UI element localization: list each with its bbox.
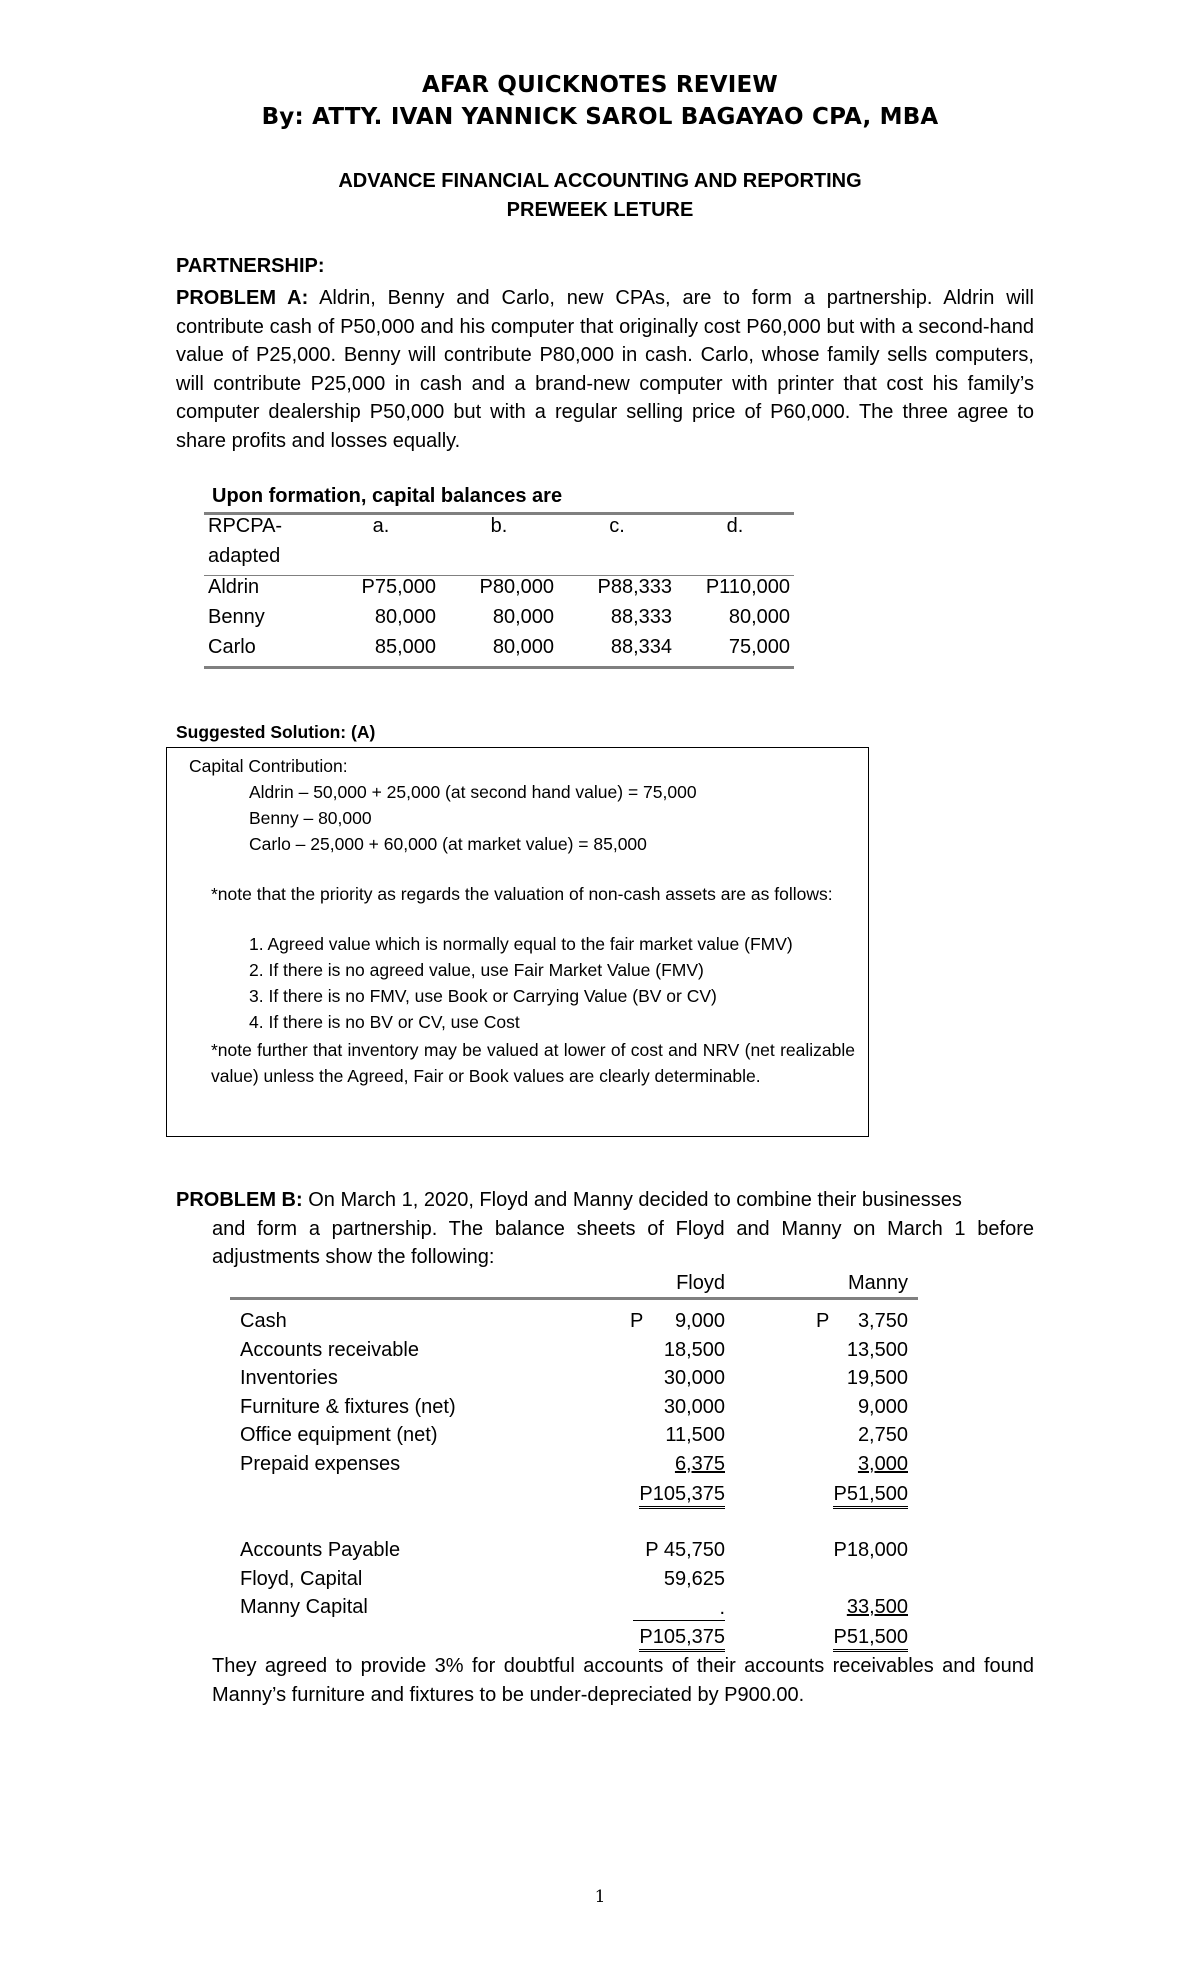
inventory-note: *note further that inventory may be valued at lower of cost and NRV (net realizable value) unless the Agreed, Fair or Book values are clearly determinable.	[211, 1040, 855, 1086]
capital-contribution-heading: Capital Contribution:	[189, 756, 348, 776]
manny-value: 13,500	[846, 1338, 908, 1361]
table-cell: 80,000	[440, 636, 558, 668]
table-row	[230, 1424, 918, 1452]
row-label: Accounts Payable	[240, 1539, 401, 1561]
table-cell: 85,000	[322, 636, 440, 668]
lecture-title: PREWEEK LETURE	[506, 199, 694, 221]
floyd-value: 30,000	[663, 1395, 725, 1418]
manny-value: 3,000	[857, 1453, 908, 1475]
manny-value: 2,750	[857, 1424, 908, 1447]
floyd-value: 11,500	[665, 1424, 725, 1447]
floyd-value: .	[633, 1596, 725, 1621]
asset-total-row	[230, 1482, 918, 1510]
table-row	[230, 1396, 918, 1424]
table-cell: 80,000	[492, 606, 554, 628]
floyd-total: P105,375	[639, 1625, 725, 1652]
header-label: RPCPA-	[204, 514, 322, 546]
column-header: a.	[322, 514, 440, 546]
row-label: Office equipment (net)	[240, 1424, 438, 1447]
capital-table-caption: Upon formation, capital balances are	[212, 485, 563, 507]
column-header-floyd: Floyd	[676, 1272, 725, 1294]
partner-name: Benny	[208, 606, 265, 628]
priority-item: 4. If there is no BV or CV, use Cost	[249, 1012, 520, 1032]
table-row	[230, 1310, 918, 1338]
problem-a-text: Aldrin, Benny and Carlo, new CPAs, are to form a partnership. Aldrin will contribute cash of P50,000 and his computer that originally cost P60,000 but with a second-hand value of P25,000. Benny will contribute P80,000 in cash. Carlo, whose family sells computers, will contribute P25,000 in cash and a brand-new computer with printer that cost his family’s computer dealership P50,000 but with a regular selling price of P60,000. The three agree to share profits and losses equally.	[176, 287, 1034, 452]
closing-paragraph: They agreed to provide 3% for doubtful accounts of their accounts receivables and found Manny’s furniture and fixtures to be under-depreciated by P900.00.	[212, 1655, 1034, 1706]
solution-line: Carlo – 25,000 + 60,000 (at market value) = 85,000	[249, 834, 647, 854]
problem-b-paragraph	[176, 1186, 1034, 1272]
manny-value: 3,750	[857, 1310, 908, 1332]
table-row	[230, 1568, 918, 1596]
row-label: Cash	[240, 1310, 287, 1332]
manny-value: 9,000	[857, 1395, 908, 1418]
solution-line: Benny – 80,000	[249, 808, 372, 828]
course-title: ADVANCE FINANCIAL ACCOUNTING AND REPORTING	[338, 170, 862, 192]
row-label: Accounts receivable	[240, 1338, 419, 1361]
valuation-note: *note that the priority as regards the valuation of non-cash assets are as follows:	[211, 884, 833, 904]
liability-total-row	[230, 1625, 918, 1653]
column-header: d.	[676, 514, 794, 546]
column-header: b.	[440, 514, 558, 546]
row-label: Floyd, Capital	[240, 1567, 363, 1590]
table-cell: 75,000	[676, 636, 794, 668]
partner-name: Carlo	[204, 636, 322, 668]
table-cell: 88,334	[558, 636, 676, 668]
author-line: By: ATTY. IVAN YANNICK SAROL BAGAYAO CPA, MBA	[261, 104, 939, 130]
problem-b-text-continued: and form a partnership. The balance sheets of Floyd and Manny on March 1 before adjustments show the following:	[212, 1217, 1034, 1269]
table-cell: 80,000	[728, 606, 790, 628]
page-number: 1	[594, 1887, 606, 1907]
table-header-row	[204, 545, 794, 576]
peso-sign: P	[816, 1310, 830, 1332]
problem-a-paragraph	[176, 284, 1034, 456]
floyd-value: 59,625	[663, 1567, 725, 1590]
floyd-value: 18,500	[663, 1338, 725, 1361]
priority-item: 3. If there is no FMV, use Book or Carrying Value (BV or CV)	[249, 986, 717, 1006]
table-row	[230, 1339, 918, 1367]
table-cell: P80,000	[479, 576, 554, 598]
column-header: c.	[558, 514, 676, 546]
table-row	[204, 576, 794, 607]
row-label: Furniture & fixtures (net)	[240, 1395, 456, 1418]
problem-b-text: On March 1, 2020, Floyd and Manny decided to combine their businesses	[302, 1189, 962, 1211]
row-label: Manny Capital	[240, 1596, 368, 1619]
table-row	[230, 1367, 918, 1395]
manny-value: 33,500	[846, 1596, 908, 1619]
peso-sign: P	[630, 1310, 644, 1332]
manny-value: P18,000	[833, 1539, 908, 1561]
manny-total: P51,500	[833, 1482, 908, 1509]
manny-value: 19,500	[846, 1367, 908, 1390]
floyd-value: 6,375	[674, 1453, 725, 1475]
balance-sheet-header	[230, 1272, 918, 1300]
priority-item: 1. Agreed value which is normally equal to the fair market value (FMV)	[249, 934, 793, 954]
floyd-value: P 45,750	[645, 1539, 725, 1561]
floyd-value: 30,000	[663, 1367, 725, 1390]
table-row	[204, 606, 794, 636]
problem-b-label: PROBLEM B:	[176, 1189, 303, 1211]
floyd-value: 9,000	[674, 1310, 725, 1332]
solution-box	[166, 747, 869, 1137]
table-cell: P75,000	[361, 576, 436, 598]
row-label: Inventories	[240, 1367, 338, 1390]
review-title: AFAR QUICKNOTES REVIEW	[422, 72, 778, 98]
table-cell: P88,333	[597, 576, 672, 598]
column-header-manny: Manny	[847, 1272, 908, 1294]
partner-name: Aldrin	[208, 576, 260, 598]
manny-total: P51,500	[833, 1625, 908, 1652]
solution-title: Suggested Solution: (A)	[176, 722, 376, 742]
table-cell: 88,333	[610, 606, 672, 628]
table-row	[230, 1453, 918, 1481]
capital-balances-table	[204, 512, 794, 669]
table-row	[230, 1539, 918, 1567]
table-row	[230, 1596, 918, 1624]
table-header-row	[204, 514, 794, 546]
table-cell: 80,000	[374, 606, 436, 628]
row-label: Prepaid expenses	[240, 1453, 401, 1475]
table-row	[204, 636, 794, 668]
problem-a-label: PROBLEM A:	[176, 287, 309, 309]
solution-line: Aldrin – 50,000 + 25,000 (at second hand value) = 75,000	[249, 782, 697, 802]
header-label: adapted	[204, 545, 322, 576]
priority-item: 2. If there is no agreed value, use Fair Market Value (FMV)	[249, 960, 704, 980]
table-cell: P110,000	[705, 576, 790, 598]
floyd-total: P105,375	[639, 1482, 725, 1509]
section-heading: PARTNERSHIP:	[176, 255, 325, 277]
